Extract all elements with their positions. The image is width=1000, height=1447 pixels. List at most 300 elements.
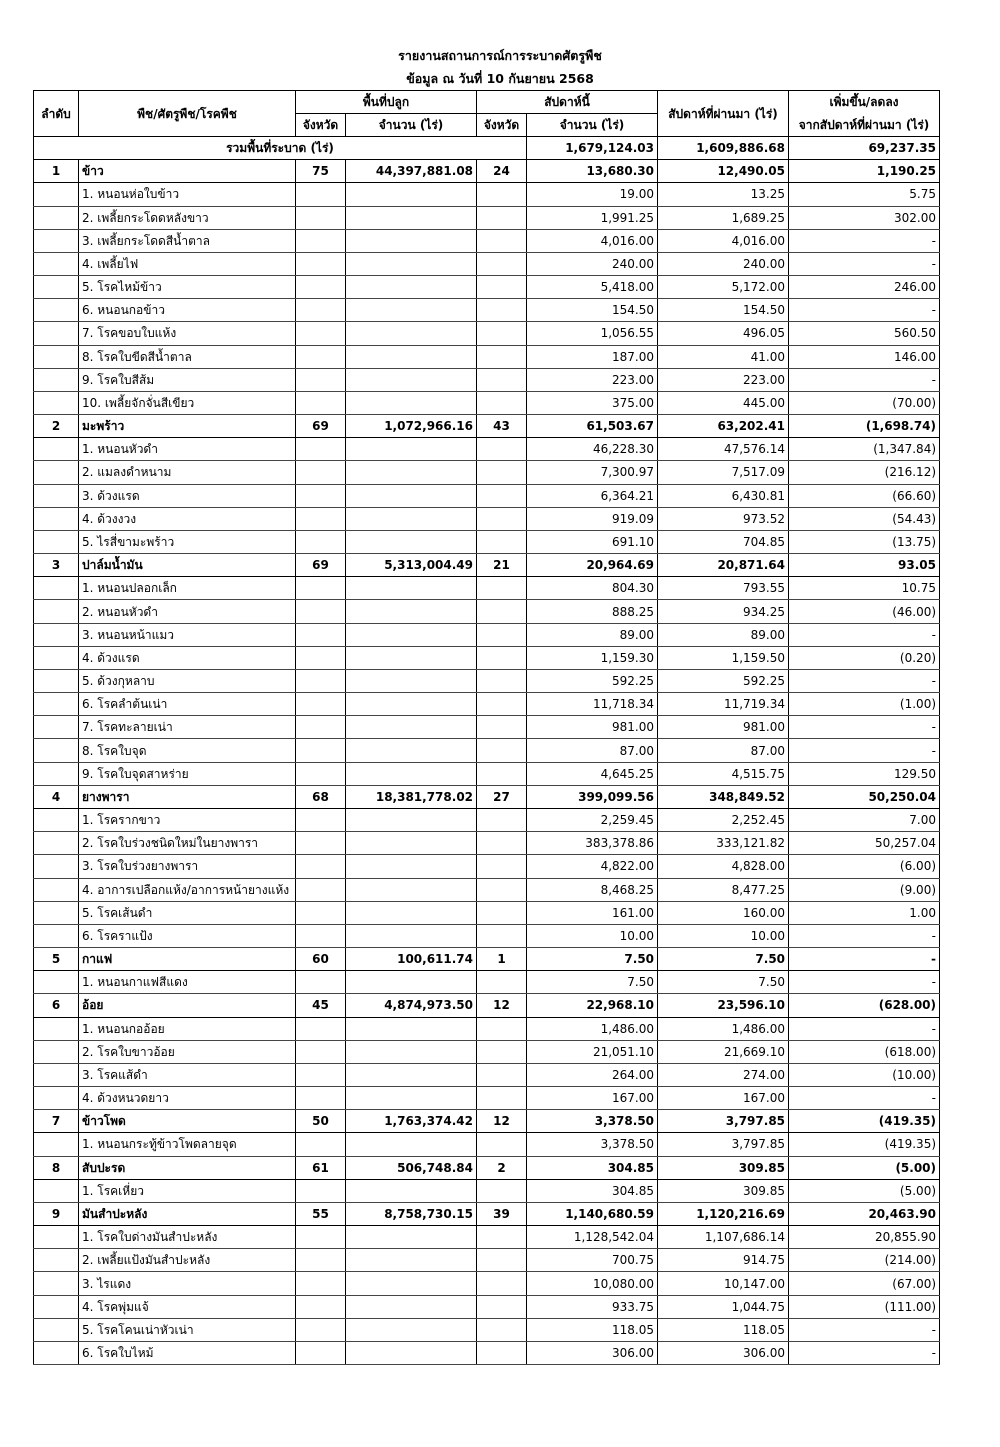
pest-row: [34, 600, 940, 623]
pest-change: -: [789, 739, 940, 762]
pest-this-week: 1,486.00: [527, 1017, 658, 1040]
pest-name: 2. โรคใบขาวอ้อย: [79, 1040, 296, 1063]
pest-planted-provinces-empty: [296, 1295, 346, 1318]
pest-change: (66.60): [789, 484, 940, 507]
pest-outbreak-provinces-empty: [477, 252, 527, 275]
pest-order-empty: [34, 855, 79, 878]
pest-last-week: 87.00: [658, 739, 789, 762]
pest-last-week: 1,159.50: [658, 646, 789, 669]
pest-name: 6. โรคลำต้นเน่า: [79, 693, 296, 716]
pest-change: 7.00: [789, 808, 940, 831]
pest-outbreak-provinces-empty: [477, 646, 527, 669]
pest-row: [34, 252, 940, 275]
pest-change: (13.75): [789, 530, 940, 553]
pest-last-week: 47,576.14: [658, 438, 789, 461]
pest-planted-provinces-empty: [296, 507, 346, 530]
pest-change: -: [789, 924, 940, 947]
pest-planted-provinces-empty: [296, 855, 346, 878]
pest-outbreak-provinces-empty: [477, 299, 527, 322]
pest-last-week: 21,669.10: [658, 1040, 789, 1063]
table-header: [34, 91, 940, 137]
pest-name: 7. โรคทะลายเน่า: [79, 716, 296, 739]
pest-order-empty: [34, 322, 79, 345]
pest-this-week: 1,128,542.04: [527, 1226, 658, 1249]
pest-outbreak-provinces-empty: [477, 484, 527, 507]
pest-planted-provinces-empty: [296, 1226, 346, 1249]
pest-order-empty: [34, 1063, 79, 1086]
pest-outbreak-provinces-empty: [477, 739, 527, 762]
crop-change: 93.05: [789, 554, 940, 577]
pest-this-week: 4,645.25: [527, 762, 658, 785]
pest-outbreak-provinces-empty: [477, 623, 527, 646]
pest-order-empty: [34, 368, 79, 391]
header-change-bottom: จากสัปดาห์ที่ผ่านมา (ไร่): [789, 114, 940, 137]
pest-planted-provinces-empty: [296, 484, 346, 507]
pest-outbreak-provinces-empty: [477, 1087, 527, 1110]
pest-change: 146.00: [789, 345, 940, 368]
crop-order: 2: [34, 415, 79, 438]
pest-planted-provinces-empty: [296, 1179, 346, 1202]
pest-last-week: 154.50: [658, 299, 789, 322]
pest-row: [34, 808, 940, 831]
pest-last-week: 3,797.85: [658, 1133, 789, 1156]
pest-outbreak-provinces-empty: [477, 1179, 527, 1202]
pest-row: [34, 1040, 940, 1063]
pest-change: 560.50: [789, 322, 940, 345]
pest-last-week: 4,828.00: [658, 855, 789, 878]
pest-name: 3. โรคแส้ดำ: [79, 1063, 296, 1086]
pest-planted-area-empty: [346, 299, 477, 322]
pest-planted-area-empty: [346, 762, 477, 785]
pest-name: 2. เพลี้ยแป้งมันสำปะหลัง: [79, 1249, 296, 1272]
pest-this-week: 1,056.55: [527, 322, 658, 345]
pest-order-empty: [34, 693, 79, 716]
pest-last-week: 89.00: [658, 623, 789, 646]
pest-name: 1. หนอนกระทู้ข้าวโพดลายจุด: [79, 1133, 296, 1156]
pest-outbreak-provinces-empty: [477, 345, 527, 368]
pest-last-week: 496.05: [658, 322, 789, 345]
pest-row: [34, 878, 940, 901]
pest-change: -: [789, 252, 940, 275]
crop-change: 20,463.90: [789, 1202, 940, 1225]
pest-planted-provinces-empty: [296, 808, 346, 831]
pest-planted-area-empty: [346, 577, 477, 600]
pest-name: 1. หนอนปลอกเล็ก: [79, 577, 296, 600]
pest-order-empty: [34, 646, 79, 669]
pest-this-week: 167.00: [527, 1087, 658, 1110]
header-change-top: เพิ่มขึ้น/ลดลง: [789, 91, 940, 114]
pest-row: [34, 229, 940, 252]
crop-change: (628.00): [789, 994, 940, 1017]
crop-outbreak-provinces: 21: [477, 554, 527, 577]
pest-name: 2. แมลงดำหนาม: [79, 461, 296, 484]
pest-change: (10.00): [789, 1063, 940, 1086]
pest-order-empty: [34, 276, 79, 299]
pest-name: 1. หนอนกออ้อย: [79, 1017, 296, 1040]
crop-change: (419.35): [789, 1110, 940, 1133]
pest-row: [34, 530, 940, 553]
pest-name: 3. ด้วงแรด: [79, 484, 296, 507]
pest-change: 20,855.90: [789, 1226, 940, 1249]
pest-this-week: 161.00: [527, 901, 658, 924]
pest-name: 5. ไรสี่ขามะพร้าว: [79, 530, 296, 553]
pest-planted-provinces-empty: [296, 739, 346, 762]
pest-planted-area-empty: [346, 530, 477, 553]
pest-change: (46.00): [789, 600, 940, 623]
pest-this-week: 11,718.34: [527, 693, 658, 716]
pest-row: [34, 299, 940, 322]
pest-name: 6. โรคราแป้ง: [79, 924, 296, 947]
crop-outbreak-provinces: 24: [477, 160, 527, 183]
pest-row: [34, 924, 940, 947]
pest-last-week: 973.52: [658, 507, 789, 530]
pest-planted-area-empty: [346, 438, 477, 461]
report-title: รายงานสถานการณ์การระบาดศัตรูพืช: [398, 48, 602, 63]
crop-order: 3: [34, 554, 79, 577]
pest-planted-provinces-empty: [296, 530, 346, 553]
pest-change: (618.00): [789, 1040, 940, 1063]
pest-planted-provinces-empty: [296, 1063, 346, 1086]
total-row: [34, 137, 940, 160]
pest-planted-provinces-empty: [296, 832, 346, 855]
pest-planted-area-empty: [346, 739, 477, 762]
pest-change: -: [789, 971, 940, 994]
pest-order-empty: [34, 739, 79, 762]
crop-last-week: 12,490.05: [658, 160, 789, 183]
pest-planted-provinces-empty: [296, 924, 346, 947]
total-this-week: 1,679,124.03: [527, 137, 658, 160]
pest-last-week: 10,147.00: [658, 1272, 789, 1295]
pest-outbreak-provinces-empty: [477, 1295, 527, 1318]
pest-planted-area-empty: [346, 716, 477, 739]
pest-planted-area-empty: [346, 276, 477, 299]
pest-order-empty: [34, 924, 79, 947]
pest-order-empty: [34, 206, 79, 229]
crop-change: -: [789, 948, 940, 971]
pest-order-empty: [34, 530, 79, 553]
pest-planted-area-empty: [346, 600, 477, 623]
pest-planted-provinces-empty: [296, 878, 346, 901]
pest-row: [34, 183, 940, 206]
pest-order-empty: [34, 484, 79, 507]
pest-last-week: 240.00: [658, 252, 789, 275]
pest-this-week: 383,378.86: [527, 832, 658, 855]
pest-order-empty: [34, 669, 79, 692]
pest-name: 5. โรคโคนเน่าหัวเน่า: [79, 1318, 296, 1341]
pest-planted-area-empty: [346, 322, 477, 345]
pest-planted-provinces-empty: [296, 669, 346, 692]
pest-order-empty: [34, 600, 79, 623]
pest-order-empty: [34, 391, 79, 414]
pest-order-empty: [34, 623, 79, 646]
crop-outbreak-provinces: 12: [477, 1110, 527, 1133]
pest-this-week: 118.05: [527, 1318, 658, 1341]
pest-name: 4. ด้วงหนวดยาว: [79, 1087, 296, 1110]
pest-last-week: 7.50: [658, 971, 789, 994]
header-planted-area: พื้นที่ปลูก: [296, 91, 477, 114]
pest-outbreak-provinces-empty: [477, 669, 527, 692]
pest-last-week: 309.85: [658, 1179, 789, 1202]
crop-last-week: 23,596.10: [658, 994, 789, 1017]
pest-row: [34, 507, 940, 530]
pest-name: 1. โรคเหี่ยว: [79, 1179, 296, 1202]
pest-name: 2. โรคใบร่วงชนิดใหม่ในยางพารา: [79, 832, 296, 855]
pest-row: [34, 716, 940, 739]
pest-outbreak-provinces-empty: [477, 530, 527, 553]
crop-planted-area: 18,381,778.02: [346, 785, 477, 808]
pest-planted-provinces-empty: [296, 1249, 346, 1272]
pest-last-week: 981.00: [658, 716, 789, 739]
crop-planted-area: 100,611.74: [346, 948, 477, 971]
pest-name: 3. ไรแดง: [79, 1272, 296, 1295]
pest-this-week: 7,300.97: [527, 461, 658, 484]
crop-order: 4: [34, 785, 79, 808]
pest-row: [34, 484, 940, 507]
pest-name: 1. หนอนห่อใบข้าว: [79, 183, 296, 206]
pest-outbreak-provinces-empty: [477, 878, 527, 901]
pest-outbreak-provinces-empty: [477, 1040, 527, 1063]
pest-this-week: 804.30: [527, 577, 658, 600]
crop-order: 5: [34, 948, 79, 971]
pest-this-week: 6,364.21: [527, 484, 658, 507]
pest-name: 4. ด้วงงวง: [79, 507, 296, 530]
pest-row: [34, 206, 940, 229]
pest-row: [34, 832, 940, 855]
pest-outbreak-provinces-empty: [477, 1341, 527, 1364]
pest-this-week: 700.75: [527, 1249, 658, 1272]
pest-planted-area-empty: [346, 1249, 477, 1272]
pest-this-week: 21,051.10: [527, 1040, 658, 1063]
pest-outbreak-provinces-empty: [477, 971, 527, 994]
crop-row: [34, 1110, 940, 1133]
pest-name: 3. เพลี้ยกระโดดสีน้ำตาล: [79, 229, 296, 252]
pest-this-week: 7.50: [527, 971, 658, 994]
pest-this-week: 919.09: [527, 507, 658, 530]
pest-name: 1. หนอนหัวดำ: [79, 438, 296, 461]
pest-row: [34, 1179, 940, 1202]
pest-outbreak-provinces-empty: [477, 276, 527, 299]
pest-planted-provinces-empty: [296, 623, 346, 646]
crop-change: (5.00): [789, 1156, 940, 1179]
crop-order: 7: [34, 1110, 79, 1133]
pest-planted-area-empty: [346, 229, 477, 252]
pest-order-empty: [34, 832, 79, 855]
pest-row: [34, 345, 940, 368]
pest-name: 1. โรคใบด่างมันสำปะหลัง: [79, 1226, 296, 1249]
pest-name: 10. เพลี้ยจักจั่นสีเขียว: [79, 391, 296, 414]
pest-planted-area-empty: [346, 1295, 477, 1318]
pest-planted-provinces-empty: [296, 461, 346, 484]
pest-last-week: 2,252.45: [658, 808, 789, 831]
pest-last-week: 274.00: [658, 1063, 789, 1086]
pest-last-week: 223.00: [658, 368, 789, 391]
pest-name: 2. เพลี้ยกระโดดหลังขาว: [79, 206, 296, 229]
pest-planted-area-empty: [346, 252, 477, 275]
pest-this-week: 306.00: [527, 1341, 658, 1364]
pest-last-week: 4,515.75: [658, 762, 789, 785]
header-amount: จำนวน (ไร่): [346, 114, 477, 137]
pest-last-week: 160.00: [658, 901, 789, 924]
pest-this-week: 8,468.25: [527, 878, 658, 901]
pest-order-empty: [34, 1272, 79, 1295]
pest-change: -: [789, 623, 940, 646]
pest-change: 5.75: [789, 183, 940, 206]
crop-change: (1,698.74): [789, 415, 940, 438]
crop-this-week: 20,964.69: [527, 554, 658, 577]
pest-change: 302.00: [789, 206, 940, 229]
crop-last-week: 348,849.52: [658, 785, 789, 808]
pest-row: [34, 1226, 940, 1249]
pest-change: (216.12): [789, 461, 940, 484]
pest-this-week: 981.00: [527, 716, 658, 739]
pest-planted-area-empty: [346, 391, 477, 414]
pest-change: 10.75: [789, 577, 940, 600]
pest-row: [34, 762, 940, 785]
crop-row: [34, 415, 940, 438]
pest-name: 3. โรคใบร่วงยางพารา: [79, 855, 296, 878]
pest-name: 7. โรคขอบใบแห้ง: [79, 322, 296, 345]
pest-planted-provinces-empty: [296, 577, 346, 600]
crop-last-week: 7.50: [658, 948, 789, 971]
crop-row: [34, 160, 940, 183]
pest-last-week: 592.25: [658, 669, 789, 692]
pest-this-week: 304.85: [527, 1179, 658, 1202]
crop-order: 9: [34, 1202, 79, 1225]
pest-change: -: [789, 1318, 940, 1341]
crop-name: ยางพารา: [79, 785, 296, 808]
pest-name: 4. โรคพุ่มแจ้: [79, 1295, 296, 1318]
pest-last-week: 118.05: [658, 1318, 789, 1341]
crop-row: [34, 994, 940, 1017]
pest-order-empty: [34, 438, 79, 461]
table-body: [34, 137, 940, 1365]
pest-change: 1.00: [789, 901, 940, 924]
pest-change: (1.00): [789, 693, 940, 716]
pest-planted-area-empty: [346, 971, 477, 994]
pest-planted-area-empty: [346, 832, 477, 855]
pest-outbreak-provinces-empty: [477, 1249, 527, 1272]
pest-last-week: 5,172.00: [658, 276, 789, 299]
crop-this-week: 399,099.56: [527, 785, 658, 808]
pest-order-empty: [34, 577, 79, 600]
pest-planted-provinces-empty: [296, 276, 346, 299]
pest-this-week: 1,159.30: [527, 646, 658, 669]
pest-row: [34, 646, 940, 669]
pest-last-week: 1,486.00: [658, 1017, 789, 1040]
pest-planted-area-empty: [346, 1087, 477, 1110]
pest-order-empty: [34, 229, 79, 252]
pest-order-empty: [34, 1017, 79, 1040]
header-this-week: สัปดาห์นี้: [477, 91, 658, 114]
pest-this-week: 10.00: [527, 924, 658, 947]
pest-order-empty: [34, 878, 79, 901]
pest-change: -: [789, 368, 940, 391]
pest-planted-area-empty: [346, 878, 477, 901]
crop-last-week: 3,797.85: [658, 1110, 789, 1133]
pest-change: (111.00): [789, 1295, 940, 1318]
pest-planted-area-empty: [346, 1017, 477, 1040]
pest-outbreak-provinces-empty: [477, 1133, 527, 1156]
pest-planted-provinces-empty: [296, 693, 346, 716]
pest-this-week: 691.10: [527, 530, 658, 553]
pest-planted-provinces-empty: [296, 1341, 346, 1364]
pest-planted-area-empty: [346, 901, 477, 924]
pest-planted-provinces-empty: [296, 438, 346, 461]
pest-name: 5. โรคเส้นดำ: [79, 901, 296, 924]
pest-last-week: 41.00: [658, 345, 789, 368]
crop-outbreak-provinces: 12: [477, 994, 527, 1017]
pest-change: (9.00): [789, 878, 940, 901]
crop-this-week: 61,503.67: [527, 415, 658, 438]
pest-change: (0.20): [789, 646, 940, 669]
crop-name: ปาล์มน้ำมัน: [79, 554, 296, 577]
pest-planted-provinces-empty: [296, 322, 346, 345]
crop-planted-area: 8,758,730.15: [346, 1202, 477, 1225]
crop-planted-provinces: 45: [296, 994, 346, 1017]
pest-this-week: 264.00: [527, 1063, 658, 1086]
pest-row: [34, 623, 940, 646]
pest-planted-provinces-empty: [296, 762, 346, 785]
pest-this-week: 187.00: [527, 345, 658, 368]
pest-last-week: 934.25: [658, 600, 789, 623]
crop-row: [34, 554, 940, 577]
pest-order-empty: [34, 345, 79, 368]
crop-planted-provinces: 55: [296, 1202, 346, 1225]
pest-row: [34, 1272, 940, 1295]
crop-order: 1: [34, 160, 79, 183]
crop-planted-provinces: 50: [296, 1110, 346, 1133]
pest-this-week: 933.75: [527, 1295, 658, 1318]
pest-change: 246.00: [789, 276, 940, 299]
pest-name: 6. หนอนกอข้าว: [79, 299, 296, 322]
pest-outbreak-table: [33, 90, 940, 1365]
pest-change: -: [789, 669, 940, 692]
pest-outbreak-provinces-empty: [477, 1063, 527, 1086]
pest-planted-area-empty: [346, 808, 477, 831]
pest-outbreak-provinces-empty: [477, 693, 527, 716]
pest-name: 4. อาการเปลือกแห้ง/อาการหน้ายางแห้ง: [79, 878, 296, 901]
pest-last-week: 704.85: [658, 530, 789, 553]
crop-row: [34, 1156, 940, 1179]
pest-order-empty: [34, 507, 79, 530]
header-province: จังหวัด: [477, 114, 527, 137]
pest-row: [34, 1295, 940, 1318]
pest-change: -: [789, 1341, 940, 1364]
pest-outbreak-provinces-empty: [477, 507, 527, 530]
pest-outbreak-provinces-empty: [477, 1318, 527, 1341]
pest-planted-provinces-empty: [296, 252, 346, 275]
pest-name: 1. หนอนกาแฟสีแดง: [79, 971, 296, 994]
pest-change: 50,257.04: [789, 832, 940, 855]
pest-row: [34, 1341, 940, 1364]
pest-row: [34, 1087, 940, 1110]
crop-last-week: 20,871.64: [658, 554, 789, 577]
pest-planted-area-empty: [346, 206, 477, 229]
pest-outbreak-provinces-empty: [477, 229, 527, 252]
crop-outbreak-provinces: 43: [477, 415, 527, 438]
pest-name: 5. ด้วงกุหลาบ: [79, 669, 296, 692]
pest-planted-provinces-empty: [296, 345, 346, 368]
crop-planted-provinces: 60: [296, 948, 346, 971]
crop-planted-provinces: 69: [296, 415, 346, 438]
pest-order-empty: [34, 762, 79, 785]
crop-outbreak-provinces: 27: [477, 785, 527, 808]
pest-planted-area-empty: [346, 345, 477, 368]
crop-name: มันสำปะหลัง: [79, 1202, 296, 1225]
pest-last-week: 333,121.82: [658, 832, 789, 855]
pest-this-week: 2,259.45: [527, 808, 658, 831]
crop-this-week: 7.50: [527, 948, 658, 971]
